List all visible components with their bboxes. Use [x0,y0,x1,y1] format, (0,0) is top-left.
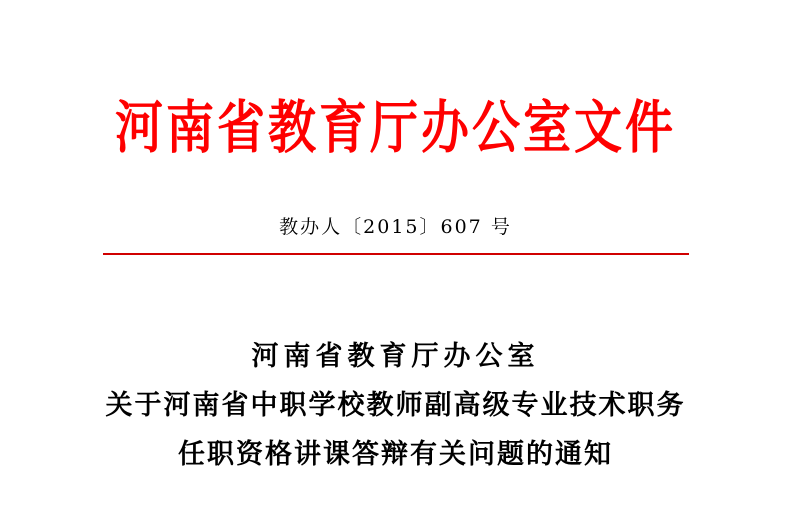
document-number: 教办人〔2015〕607 号 [279,216,512,238]
notice-title-issuer-line: 河南省教育厅办公室 [251,341,540,372]
notice-title-line-3: 任职资格讲课答辩有关问题的通知 [178,439,613,470]
red-separator-line [103,253,689,255]
red-letterhead-title: 河南省教育厅办公室文件 [114,94,676,162]
notice-title-line-2: 关于河南省中职学校教师副高级专业技术职务 [105,390,686,421]
notice-title-block [0,332,791,479]
